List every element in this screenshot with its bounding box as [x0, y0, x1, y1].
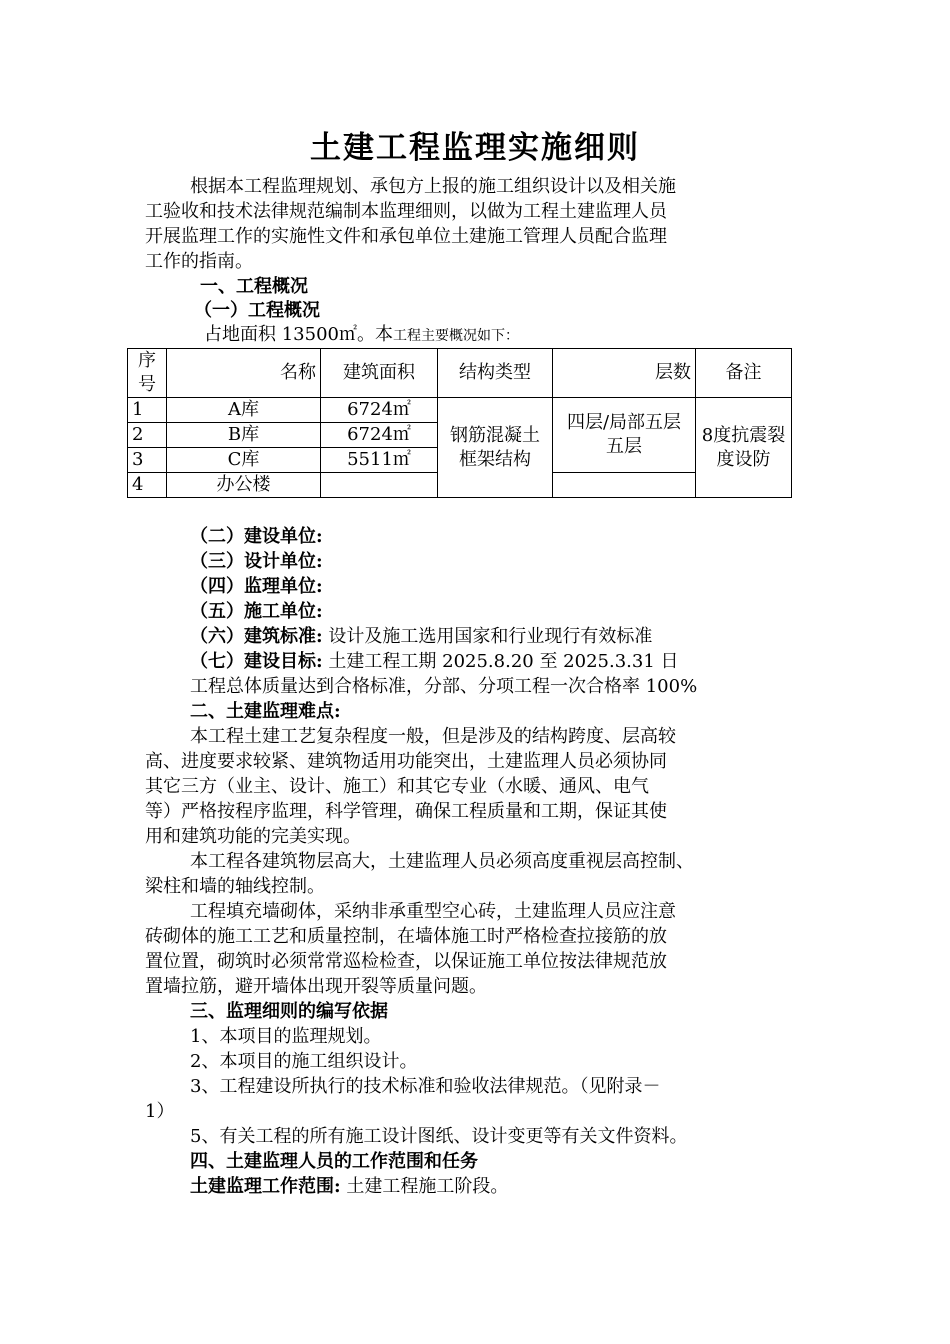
- document-title: 土建工程监理实施细则: [310, 130, 640, 166]
- intro-line-3: 开展监理工作的实施性文件和承包单位土建施工管理人员配合监理: [145, 226, 667, 247]
- difficulty-p1-line-3: 其它三方（业主、设计、施工）和其它专业（水暖、通风、电气: [145, 776, 649, 797]
- cell-name: 办公楼: [167, 473, 321, 498]
- overview-intro-text: 工程主要概况如下：: [392, 328, 519, 344]
- contractor-unit: （五）施工单位:: [190, 601, 323, 622]
- section-2-heading: 二、土建监理难点:: [190, 701, 341, 722]
- table-header-row: [128, 349, 792, 398]
- subsection-1-heading: （一）工程概况: [194, 300, 320, 321]
- floors-text-b: 五层: [606, 436, 642, 457]
- header-floors: 层数: [553, 349, 696, 398]
- building-standard-text: 设计及施工选用国家和行业现行有效标准: [328, 626, 653, 647]
- cell-note: 8度抗震裂度设防: [696, 398, 792, 498]
- cell-no: 3: [128, 448, 167, 473]
- header-structure: 结构类型: [438, 349, 553, 398]
- basis-item-5: 5、有关工程的所有施工设计图纸、设计变更等有关文件资料。: [190, 1126, 688, 1147]
- header-area: 建筑面积: [321, 349, 438, 398]
- cell-area: 6724㎡: [321, 398, 438, 423]
- construction-goal-line: [190, 650, 870, 675]
- cell-structure: 钢筋混凝土框架结构: [438, 398, 553, 498]
- difficulty-p3-line-2: 砖砌体的施工工艺和质量控制，在墙体施工时严格检查拉接筋的放: [145, 926, 667, 947]
- design-unit: （三）设计单位:: [190, 551, 323, 572]
- basis-item-1: 1、本项目的监理规划。: [190, 1026, 382, 1047]
- difficulty-p1-line-5: 用和建筑功能的完美实现。: [145, 826, 361, 847]
- scope-text: 土建工程施工阶段。: [346, 1176, 509, 1197]
- difficulty-p1-line-2: 高、进度要求较紧、建筑物适用功能突出，土建监理人员必须协同: [145, 751, 667, 772]
- intro-line-4: 工作的指南。: [145, 251, 253, 272]
- construction-goal-text: 土建工程工期 2025.8.20 至 2025.3.31 日: [328, 651, 679, 672]
- cell-no: 1: [128, 398, 167, 423]
- project-overview-table: [127, 348, 792, 498]
- section-1-heading: 一、工程概况: [200, 276, 308, 297]
- header-note: 备注: [696, 349, 792, 398]
- scope-line: [190, 1175, 870, 1200]
- cell-area: 6724㎡: [321, 423, 438, 448]
- basis-item-3-cont: 1）: [145, 1101, 175, 1122]
- table-row: [128, 398, 792, 423]
- cell-area: 5511㎡: [321, 448, 438, 473]
- difficulty-p2-line-2: 梁柱和墙的轴线控制。: [145, 876, 325, 897]
- cell-no: 4: [128, 473, 167, 498]
- difficulty-p1-line-4: 等）严格按程序监理，科学管理，确保工程质量和工期，保证其使: [145, 801, 667, 822]
- difficulty-p1-line-1: 本工程土建工艺复杂程度一般，但是涉及的结构跨度、层高较: [190, 726, 676, 747]
- header-no: 序号: [128, 349, 167, 398]
- intro-line-1: 根据本工程监理规划、承包方上报的施工组织设计以及相关施: [190, 176, 676, 197]
- intro-line-2: 工验收和技术法律规范编制本监理细则，以做为工程土建监理人员: [145, 201, 667, 222]
- section-4-heading: 四、土建监理人员的工作范围和任务: [190, 1151, 478, 1172]
- difficulty-p2-line-1: 本工程各建筑物层高大，土建监理人员必须高度重视层高控制、: [190, 851, 694, 872]
- quality-goal-line: 工程总体质量达到合格标准，分部、分项工程一次合格率 100%: [190, 676, 698, 697]
- cell-name: B库: [167, 423, 321, 448]
- difficulty-p3-line-3: 置位置，砌筑时必须常常巡检检查，以保证施工单位按法律规范放: [145, 951, 667, 972]
- scope-label: 土建监理工作范围:: [190, 1176, 341, 1197]
- cell-floors: [553, 398, 696, 473]
- construction-unit: （二）建设单位:: [190, 526, 323, 547]
- site-area-text: 占地面积 13500㎡。本: [204, 324, 393, 345]
- basis-item-2: 2、本项目的施工组织设计。: [190, 1051, 418, 1072]
- section-3-heading: 三、监理细则的编写依据: [190, 1001, 388, 1022]
- cell-area: [321, 473, 438, 498]
- building-standard-line: [190, 625, 870, 650]
- construction-goal-label: （七）建设目标:: [190, 651, 323, 672]
- difficulty-p3-line-4: 置墙拉筋，避开墙体出现开裂等质量问题。: [145, 976, 487, 997]
- cell-name: C库: [167, 448, 321, 473]
- building-standard-label: （六）建筑标准:: [190, 626, 323, 647]
- supervision-unit: （四）监理单位:: [190, 576, 323, 597]
- floors-text-a: 四层/局部五层: [566, 412, 682, 433]
- cell-name: A库: [167, 398, 321, 423]
- header-name: 名称: [167, 349, 321, 398]
- cell-no: 2: [128, 423, 167, 448]
- difficulty-p3-line-1: 工程填充墙砌体，采纳非承重型空心砖，土建监理人员应注意: [190, 901, 676, 922]
- cell-floors-empty: [553, 473, 696, 498]
- basis-item-3: 3、工程建设所执行的技术标准和验收法律规范。（见附录－: [190, 1076, 661, 1097]
- site-area-line: [204, 323, 884, 349]
